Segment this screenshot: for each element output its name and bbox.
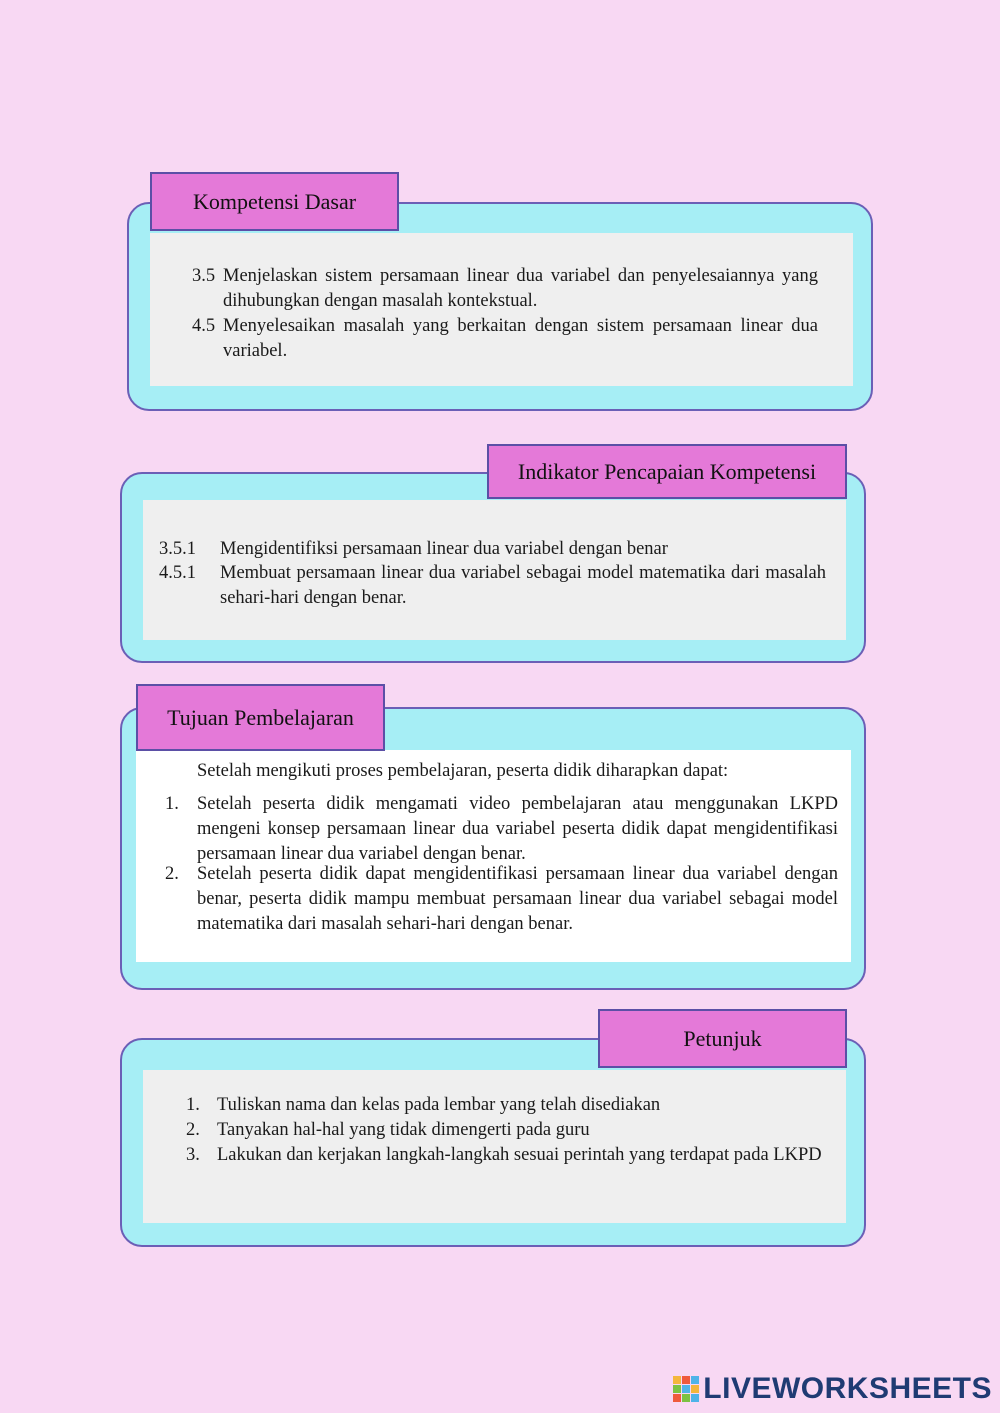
- ipk-item-number: 3.5.1: [159, 539, 196, 559]
- indikator-title: [487, 444, 847, 499]
- indikator-title-text: Indikator Pencapaian Kompetensi: [517, 458, 817, 484]
- petunjuk-item-number: 3.: [186, 1145, 200, 1165]
- ipk-item-text: Mengidentifiksi persamaan linear dua variabel dengan benar: [220, 539, 668, 559]
- kompetensi-dasar-title: [150, 172, 399, 231]
- tujuan-item: [165, 862, 838, 937]
- petunjuk-item: [186, 1118, 834, 1143]
- kd-item-number: 4.5: [192, 316, 216, 336]
- petunjuk-item-text: Tanyakan hal-hal yang tidak dimengerti pada guru: [217, 1120, 590, 1140]
- kd-item: [192, 264, 818, 314]
- kd-item: [192, 314, 818, 364]
- tujuan-item-text: Setelah peserta didik dapat mengidentifikasi persamaan linear dua variabel dengan benar, peserta didik mampu membuat persamaan linear dua variabel sebagai model matematika dari masalah sehari-hari dengan benar.: [197, 864, 838, 934]
- petunjuk-item-text: Tuliskan nama dan kelas pada lembar yang telah disediakan: [217, 1095, 661, 1115]
- kd-item-text: Menyelesaikan masalah yang berkaitan dengan sistem persamaan linear dua variabel.: [223, 316, 818, 361]
- ipk-item-number: 4.5.1: [159, 563, 196, 583]
- liveworksheets-logo[interactable]: [673, 1373, 992, 1405]
- liveworksheets-logo-text: LIVEWORKSHEETS: [703, 1372, 992, 1405]
- petunjuk-item-text: Lakukan dan kerjakan langkah-langkah sesuai perintah yang terdapat pada LKPD: [217, 1145, 822, 1165]
- tujuan-item-number: 1.: [165, 794, 179, 814]
- petunjuk-item: [186, 1093, 834, 1118]
- tujuan-intro: Setelah mengikuti proses pembelajaran, peserta didik diharapkan dapat:: [197, 761, 729, 781]
- ipk-item-text: Membuat persamaan linear dua variabel sebagai model matematika dari masalah sehari-hari dengan benar.: [220, 563, 826, 608]
- tujuan-item-text: Setelah peserta didik mengamati video pembelajaran atau menggunakan LKPD mengeni konsep persamaan linear dua variabel peserta didik dapat mengidentifikasi persamaan linear dua variabel dengan benar.: [197, 794, 838, 864]
- kompetensi-dasar-title-text: Kompetensi Dasar: [192, 188, 357, 214]
- petunjuk-item: [186, 1143, 834, 1168]
- petunjuk-item-number: 1.: [186, 1095, 200, 1115]
- tujuan-item-number: 2.: [165, 864, 179, 884]
- ipk-item: [159, 561, 826, 611]
- kd-item-number: 3.5: [192, 266, 216, 286]
- petunjuk-item-number: 2.: [186, 1120, 200, 1140]
- tujuan-title: [136, 684, 385, 751]
- kd-item-text: Menjelaskan sistem persamaan linear dua variabel dan penyelesaiannya yang dihubungkan dengan masalah kontekstual.: [223, 266, 818, 311]
- tujuan-item: [165, 792, 838, 867]
- liveworksheets-logo-icon: [673, 1376, 699, 1402]
- petunjuk-title: [598, 1009, 847, 1068]
- ipk-item: [159, 537, 826, 562]
- petunjuk-title-text: Petunjuk: [683, 1025, 762, 1051]
- tujuan-title-text: Tujuan Pembelajaran: [167, 704, 354, 730]
